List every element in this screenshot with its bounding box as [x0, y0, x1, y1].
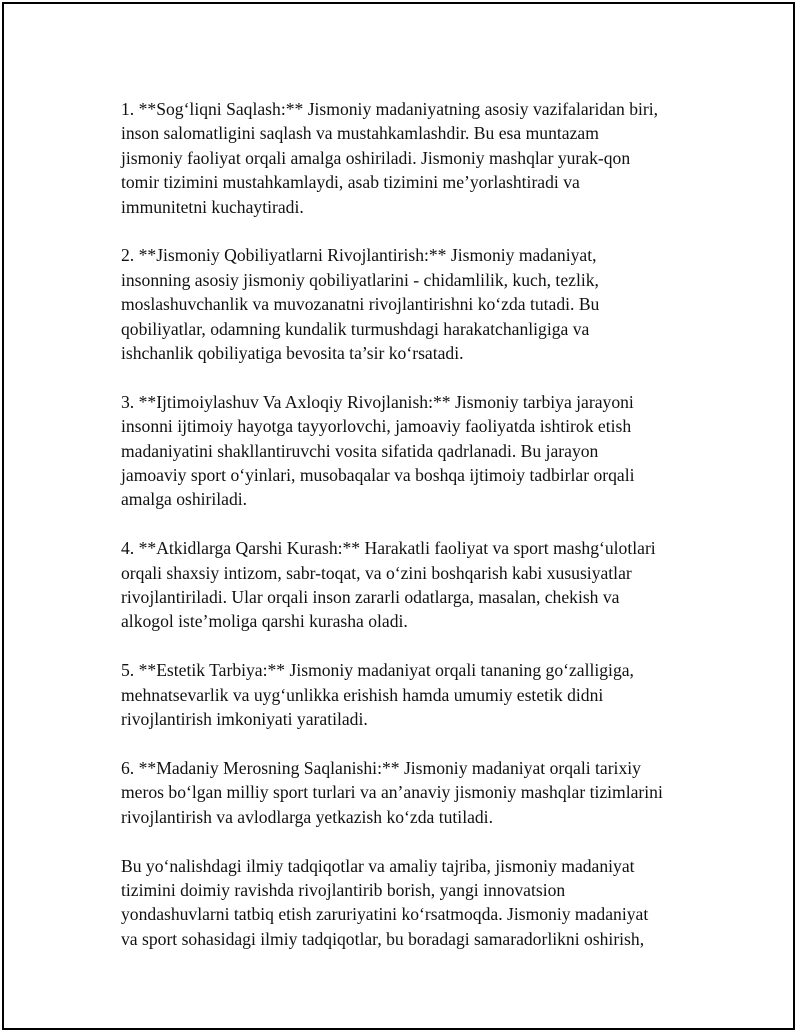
numbered-paragraph — [121, 243, 711, 365]
numbered-paragraph — [121, 658, 711, 731]
text-line: ishchanlik qobiliyatiga bevosita ta’sir ko‘rsatadi. — [121, 343, 464, 364]
text-line: jamoaviy sport o‘yinlari, musobaqalar va boshqa ijtimoiy tadbirlar orqali — [121, 465, 635, 486]
text-line: 6. **Madaniy Merosning Saqlanishi:** Jismoniy madaniyat orqali tarixiy — [121, 757, 641, 778]
numbered-paragraph — [121, 756, 711, 829]
text-line: rivojlantirish va avlodlarga yetkazish ko‘zda tutiladi. — [121, 806, 493, 827]
text-line: tomir tizimini mustahkamlaydi, asab tizimini me’yorlashtiradi va — [121, 172, 580, 193]
text-line: qobiliyatlar, odamning kundalik turmushdagi harakatchanligiga va — [121, 318, 590, 339]
text-line: mehnatsevarlik va uyg‘unlikka erishish hamda umumiy estetik didni — [121, 684, 604, 705]
closing-paragraph — [121, 854, 711, 952]
text-line: rivojlantiriladi. Ular orqali inson zararli odatlarga, masalan, chekish va — [121, 587, 620, 608]
text-line: 1. **Sog‘liqni Saqlash:** Jismoniy madaniyatning asosiy vazifalaridan biri, — [121, 99, 659, 119]
text-line: madaniyatini shakllantiruvchi vosita sifatida qadrlanadi. Bu jarayon — [121, 440, 599, 461]
text-line: tizimini doimiy ravishda rivojlantirib borish, yangi innovatsion — [121, 879, 566, 900]
text-line: meros bo‘lgan milliy sport turlari va an’anaviy jismoniy mashqlar tizimlarini — [121, 782, 663, 803]
text-line: 4. **Atkidlarga Qarshi Kurash:** Harakatli faoliyat va sport mashg‘ulotlari — [121, 538, 656, 559]
numbered-paragraph — [121, 536, 711, 634]
text-line: alkogol iste’moliga qarshi kurasha oladi. — [121, 611, 408, 632]
text-line: jismoniy faoliyat orqali amalga oshiriladi. Jismoniy mashqlar yurak-qon — [121, 147, 631, 168]
document-body — [121, 97, 711, 951]
text-line: 2. **Jismoniy Qobiliyatlarni Rivojlantirish:** Jismoniy madaniyat, — [121, 245, 597, 266]
text-line: insonning asosiy jismoniy qobiliyatlarini - chidamlilik, kuch, tezlik, — [121, 269, 599, 290]
text-line: amalga oshiriladi. — [121, 489, 248, 510]
document-page — [2, 2, 795, 1030]
numbered-paragraph — [121, 97, 711, 219]
text-line: moslashuvchanlik va muvozanatni rivojlantirishni ko‘zda tutadi. Bu — [121, 294, 600, 315]
text-line: rivojlantirish imkoniyati yaratiladi. — [121, 709, 368, 730]
text-line: inson salomatligini saqlash va mustahkamlashdir. Bu esa muntazam — [121, 123, 599, 144]
text-line: va sport sohasidagi ilmiy tadqiqotlar, bu boradagi samaradorlikni oshirish, — [121, 928, 645, 949]
text-line: Bu yo‘nalishdagi ilmiy tadqiqotlar va amaliy tajriba, jismoniy madaniyat — [121, 855, 635, 876]
text-line: 5. **Estetik Tarbiya:** Jismoniy madaniyat orqali tananing go‘zalligiga, — [121, 660, 634, 681]
text-line: 3. **Ijtimoiylashuv Va Axloqiy Rivojlanish:** Jismoniy tarbiya jarayoni — [121, 391, 634, 412]
text-line: orqali shaxsiy intizom, sabr-toqat, va o‘zini boshqarish kabi xususiyatlar — [121, 562, 632, 583]
text-line: immunitetni kuchaytiradi. — [121, 196, 304, 217]
text-line: insonni ijtimoiy hayotga tayyorlovchi, jamoaviy faoliyatda ishtirok etish — [121, 416, 632, 437]
numbered-paragraph — [121, 390, 711, 512]
text-line: yondashuvlarni tatbiq etish zaruriyatini ko‘rsatmoqda. Jismoniy madaniyat — [121, 904, 649, 925]
